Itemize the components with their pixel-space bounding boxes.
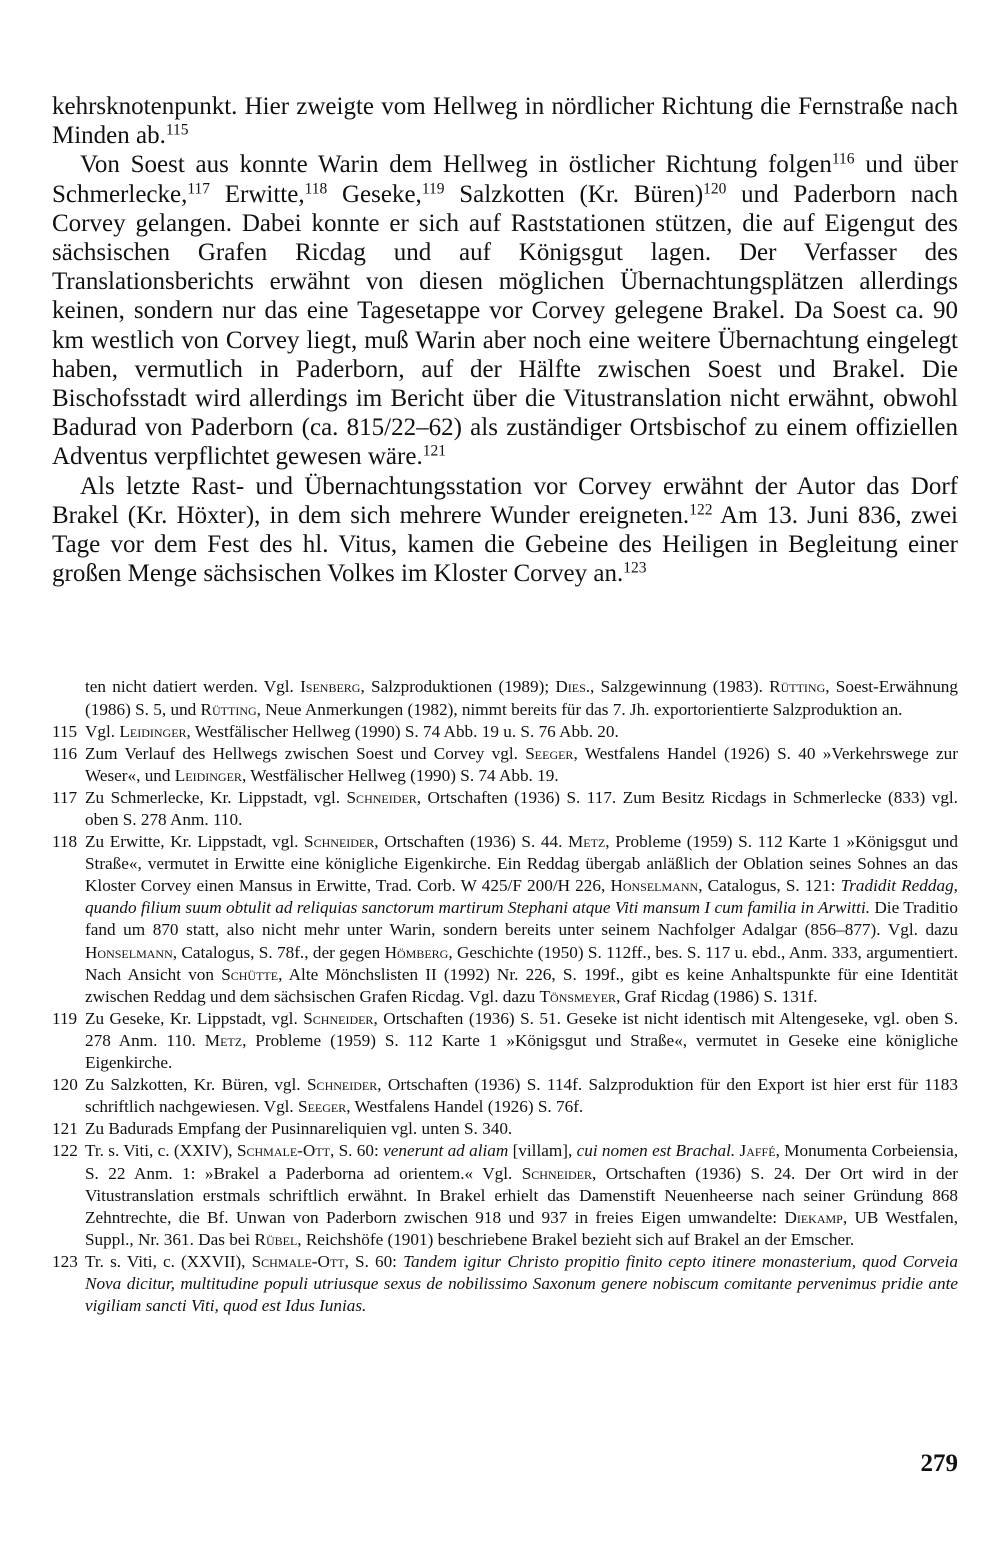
footnote-number: 122 [52,1141,78,1161]
text-run: , S. 60: [329,1141,384,1161]
footnote-marker: 118 [304,180,328,198]
text-run: Tr. s. Viti, c. (XXIV), [85,1141,237,1161]
footnote-text [85,1008,958,1074]
footnote-number: 121 [52,1119,78,1139]
text-run: Schmale-Ott [236,1141,330,1161]
text-run: Hömberg [384,942,449,962]
text-run: Zu Salzkotten, Kr. Büren, vgl. [85,1075,307,1095]
text-run: Am 13. Juni 836, zwei Tage vor dem Fest des hl. Vitus, kamen die Gebeine des Heiligen in Begleitung einer großen Menge sächsischen Volkes im Kloster Corvey an. [52,501,958,588]
text-run: , Neue Anmerkungen (1982), nimmt bereits für das 7. Jh. exportorientierte Salzproduktion an. [256,699,903,719]
text-run: , Probleme (1959) S. 112 Karte 1 »Königsgut und Straße«, vermutet in Erwitte eine königliche Eigenkirche. Ein Reddag übergab anläßlich der Oblation seines Sohnes an das Kloster Corvey einen Mansus in Erwitte, Trad. Corb. W 425/F 200/H 226, [85,832,958,896]
text-run: Rübel [254,1229,298,1249]
text-run: ten nicht datiert werden. Vgl. [85,677,301,697]
text-run: Tr. s. Viti, c. (XXVII), [85,1251,252,1271]
text-run: , Ortschaften (1936) S. 44. [374,832,569,852]
text-run: Schneider [307,1075,378,1095]
text-run: , Westfalens Handel (1926) S. 40 »Verkehrswege zur Weser«, und [85,743,958,785]
text-run: Leidinger [174,765,242,785]
text-run: , Ortschaften (1936) S. 51. Geseke ist nicht identisch mit Altengeseke, vgl. oben S. 278 Anm. 110. [85,1008,958,1050]
footnote-119 [52,1008,958,1074]
footnote-number: 120 [52,1075,78,1095]
text-run: Als letzte Rast- und Übernachtungsstation vor Corvey erwähnt der Autor das Dorf Brakel (Kr. Höxter), in dem sich mehrere Wunder ereigneten. [52,472,958,529]
footnote-text [85,1074,958,1118]
text-run: , Catalogus, S. 121: [698,876,841,896]
footnote-123 [52,1251,958,1317]
text-run: , Reichshöfe (1901) beschriebene Brakel bezieht sich auf Brakel an der Emscher. [297,1229,855,1249]
footnote-marker: 120 [703,180,727,198]
text-run: Schütte [221,964,279,984]
page-content [52,92,958,1317]
footnote-text [85,743,958,787]
footnote-marker: 119 [421,180,445,198]
text-run: Leidinger [119,721,187,741]
footnote-marker: 117 [187,180,211,198]
footnote-116 [52,743,958,787]
footnote-number: 123 [52,1251,78,1271]
text-run: Zu Geseke, Kr. Lippstadt, vgl. [85,1008,304,1028]
text-run: Seeger [298,1097,347,1117]
footnote-115 [52,721,958,743]
paragraph-3 [52,472,958,589]
text-run: [villam], [508,1141,577,1161]
text-run: Vgl. [85,721,120,741]
text-run: Schmale-Ott [251,1251,345,1271]
text-run: Salzkotten (Kr. Büren) [444,180,704,208]
footnote-122 [52,1140,958,1250]
text-run: Diekamp [784,1207,843,1227]
text-run: Tandem igitur Christo propitio finito cepto itinere monasterium, quod Corveia Nova dicitur, multitudine populi utriusque sexus de nobilissimo Saxonum genere nobiscum comitante pervenimus pridie ante vigiliam sancti Viti, quod est Idus Iunias. [85,1251,958,1316]
footnote-number: 117 [52,787,78,807]
text-run: Schneider [346,787,417,807]
footnote-117 [52,787,958,831]
text-run: Die Traditio fand um 870 statt, also nicht mehr unter Warin, sondern bereits unter seinem Nachfolger Adalgar (856–877). Vgl. dazu [85,898,959,940]
text-run: , S. 60: [344,1251,404,1271]
footnote-120 [52,1074,958,1118]
text-run: Schneider [304,832,375,852]
text-run: , Ortschaften (1936) S. 24. Der Ort wird in der Vitustranslation erstmals schriftlich erwähnt. In Brakel erhielt das Damenstift Neuenheerse nach seiner Gründung 868 Zehntrechte, die Bf. Unwan von Paderborn zwischen 918 und 937 in freies Eigen umwandelte: [85,1163,958,1227]
footnote-text [85,1251,958,1317]
footnote-list [52,721,958,1318]
footnote-text [85,831,958,1008]
main-text [52,92,958,588]
text-run: Schneider [303,1008,374,1028]
text-run: , Westfalens Handel (1926) S. 76f. [346,1097,584,1117]
text-run: , Graf Ricdag (1986) S. 131f. [616,986,818,1006]
text-run: , Ortschaften (1936) S. 117. Zum Besitz Ricdags in Schmerlecke (833) vgl. oben S. 278 Anm. 110. [85,787,958,830]
text-run: cui nomen est Brachal. [576,1141,736,1161]
text-run: und über Schmerlecke, [52,151,959,208]
footnote-121 [52,1118,958,1140]
text-run: Rütting [200,699,257,719]
text-run: Isenberg [300,677,361,697]
footnote-text [85,1140,958,1250]
text-run: Zu Schmerlecke, Kr. Lippstadt, vgl. [85,787,347,807]
text-run: , Salzproduktionen (1989); [360,677,556,697]
text-run: Tönsmeyer [539,986,617,1006]
text-run: Dies. [555,677,591,697]
text-run: , Alte Mönchslisten II (1992) Nr. 226, S. 199f., gibt es keine Anhaltspunkte für eine Identität zwischen Reddag und dem sächsischen Grafen Ricdag. Vgl. dazu [85,964,958,1006]
text-run: , Soest-Erwähnung (1986) S. 5, und [85,677,958,719]
text-run: , Westfälischer Hellweg (1990) S. 74 Abb. 19 u. S. 76 Abb. 20. [186,721,619,741]
text-run: Schneider [521,1163,592,1183]
text-run: , Salzgewinnung (1983). [590,677,770,697]
text-run: Honselmann [610,876,699,896]
text-run: venerunt ad aliam [383,1141,509,1161]
text-run: kehrsknotenpunkt. Hier zweigte vom Hellweg in nördlicher Richtung die Fernstraße nach Minden ab. [52,93,958,150]
text-run: Metz [568,832,606,852]
footnote-marker: 116 [831,150,855,168]
text-run: Honselmann [85,942,173,962]
footnotes [52,676,958,1317]
text-run: , Monumenta Corbeiensia, S. 22 Anm. 1: »Brakel a Paderborna ad orientem.« Vgl. [85,1141,958,1183]
text-run: Jaffé [739,1141,776,1161]
text-run: , Probleme (1959) S. 112 Karte 1 »Königsgut und Straße«, vermutet in Geseke eine königliche Eigenkirche. [85,1030,959,1073]
footnote-number: 119 [52,1008,78,1028]
text-run: Erwitte, [210,180,305,208]
text-run: , Ortschaften (1936) S. 114f. Salzproduktion für den Export ist hier erst für 1183 schriftlich nachgewiesen. Vgl. [85,1075,958,1117]
footnote-text [85,721,958,743]
footnote-text [85,787,958,831]
footnote-continuation [85,676,958,720]
footnote-number: 116 [52,743,78,763]
text-run: Seeger [525,743,574,763]
footnote-number: 115 [52,721,78,741]
text-run: und Paderborn nach Corvey gelangen. Dabei konnte er sich auf Raststationen stützen, die auf Eigengut des sächsischen Grafen Ricdag und auf Königsgut lagen. Der Verfasser des Translationsberichts erwähnt von diesen möglichen Übernachtungsplätzen allerdings keinen, sondern nur das eine Tagesetappe vor Corvey gelegene Brakel. Da Soest ca. 90 km westlich von Corvey liegt, muß Warin aber noch eine weitere Übernachtung eingelegt haben, vermutlich in Paderborn, auf der Hälfte zwischen Soest und Brakel. Die Bischofsstadt wird allerdings im Bericht über die Vitustranslation nicht erwähnt, obwohl Badurad von Paderborn (ca. 815/22–62) als zuständiger Ortsbischof zu einem offiziellen Adventus verpflichtet gewesen wäre. [52,180,958,471]
text-run: Zu Erwitte, Kr. Lippstadt, vgl. [85,832,305,852]
text-run: , UB Westfalen, Suppl., Nr. 361. Das bei [85,1207,958,1249]
paragraph-2 [52,150,958,471]
footnote-marker: 122 [689,501,713,519]
text-run: Tradidit Reddag, quando filium suum obtulit ad reliquias sanctorum martirum Stephani atque Viti mansum I cum familia in Arwitti. [85,876,958,918]
footnote-marker: 121 [422,442,446,460]
text-run: , Geschichte (1950) S. 112ff., bes. S. 117 u. ebd., Anm. 333, argumentiert. Nach Ansicht von [85,942,958,984]
text-run: , Catalogus, S. 78f., der gegen [172,942,385,962]
page-number: 279 [920,1450,958,1477]
text-run: Rütting [769,677,826,697]
text-run: Von Soest aus konnte Warin dem Hellweg in östlicher Richtung folgen [80,151,832,179]
text-run: Metz [204,1030,243,1050]
footnote-marker: 123 [623,559,647,577]
paragraph-1 [52,92,958,150]
footnote-marker: 115 [165,121,189,139]
footnote-number: 118 [52,832,78,852]
footnote-118 [52,831,958,1008]
text-run: , Westfälischer Hellweg (1990) S. 74 Abb. 19. [241,765,559,785]
text-run: Geseke, [327,180,422,208]
footnote-text [85,1118,958,1140]
text-run: Zu Badurads Empfang der Pusinnareliquien vgl. unten S. 340. [85,1119,513,1139]
text-run: Zum Verlauf des Hellwegs zwischen Soest und Corvey vgl. [85,743,526,763]
